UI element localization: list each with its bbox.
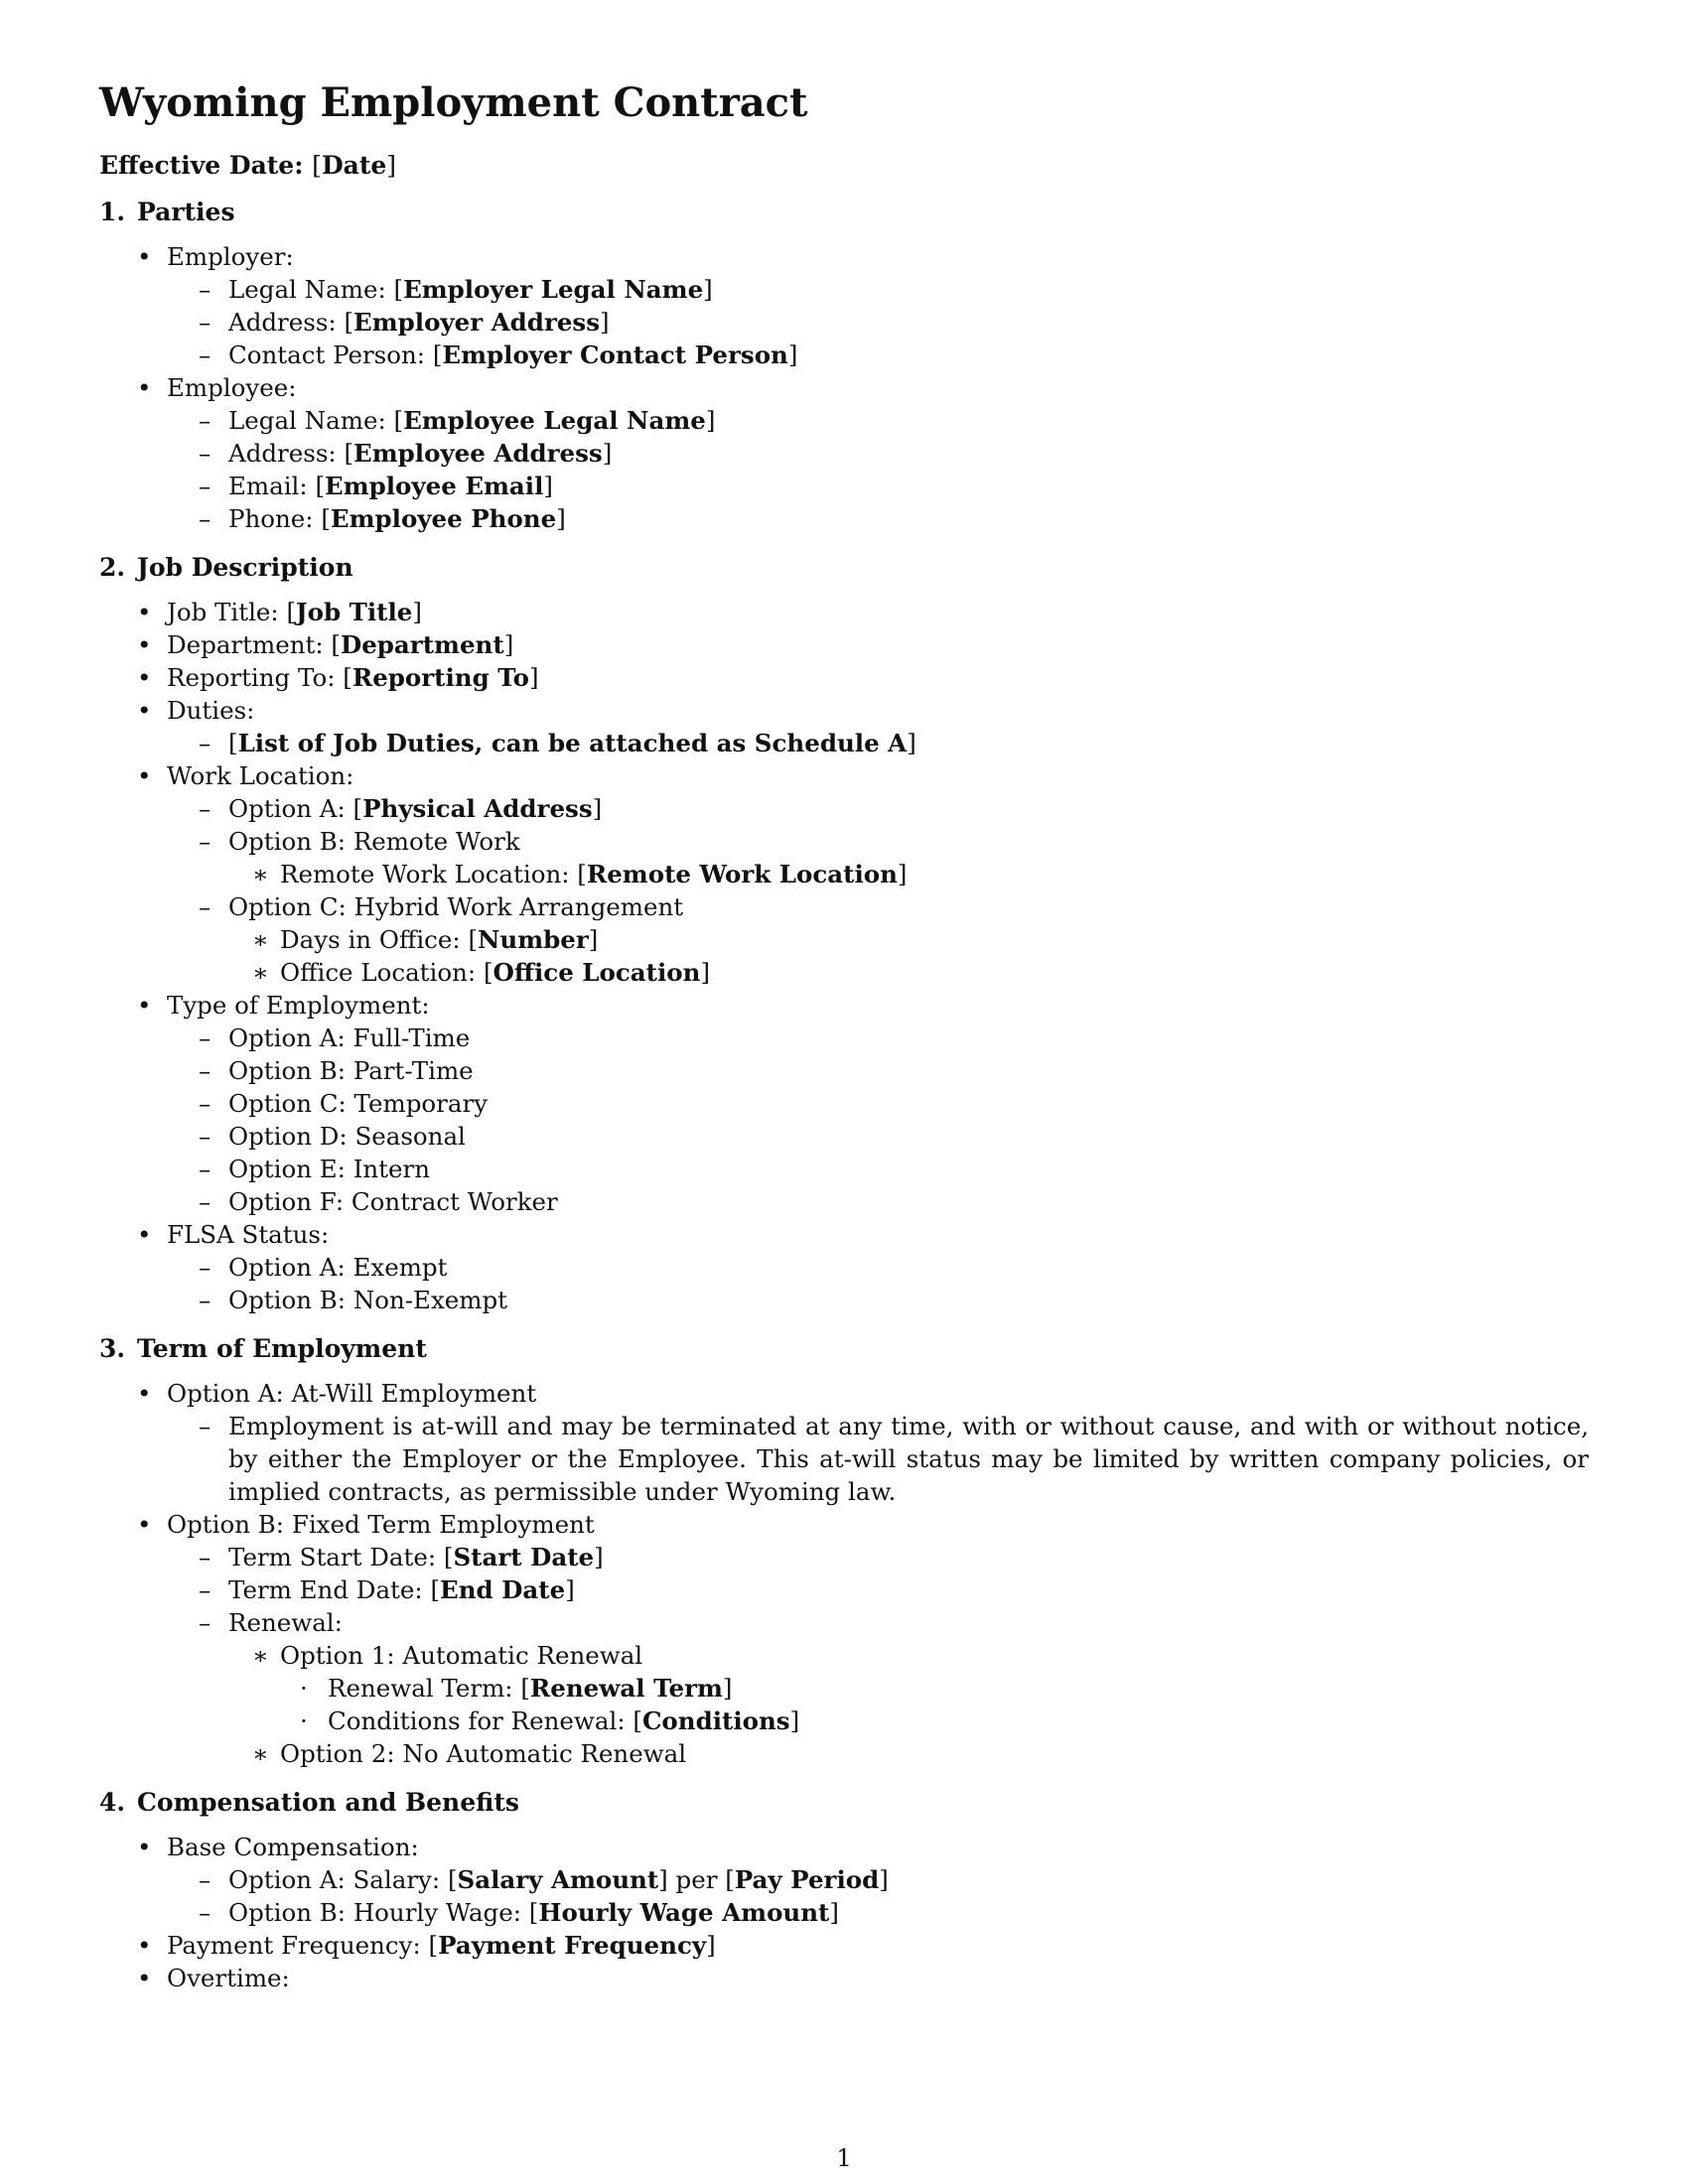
list-item: – Option B: Remote Work [99, 825, 1589, 858]
effective-date: Effective Date: [Date] [99, 151, 397, 180]
parties-list [99, 240, 1589, 535]
document-title: Wyoming Employment Contract [99, 79, 808, 126]
list-item: • Payment Frequency: [Payment Frequency] [99, 1929, 1589, 1962]
list-item: – Address: [Employee Address] [99, 437, 1589, 470]
list-item: – Option A: [Physical Address] [99, 792, 1589, 825]
section-compensation-heading: 4. Compensation and Benefits [99, 1788, 519, 1817]
section-parties-heading: 1. Parties [99, 198, 235, 226]
list-item: • Employee: [99, 371, 1589, 404]
list-item: – Option C: Temporary [99, 1087, 1589, 1120]
list-item: ∗ Option 2: No Automatic Renewal [99, 1737, 1589, 1770]
list-item: – Renewal: [99, 1606, 1589, 1639]
list-item: – Option A: Salary: [Salary Amount] per [Pay Period] [99, 1863, 1589, 1896]
list-item: – Contact Person: [Employer Contact Person] [99, 339, 1589, 371]
list-item: – Option A: Full-Time [99, 1022, 1589, 1054]
list-item: • Job Title: [Job Title] [99, 596, 1589, 628]
list-item: · Conditions for Renewal: [Conditions] [99, 1705, 1589, 1737]
section-job-description-heading: 2. Job Description [99, 553, 353, 582]
effective-date-value: Date [321, 151, 387, 180]
list-item: • Base Compensation: [99, 1831, 1589, 1863]
list-item: • Option B: Fixed Term Employment [99, 1508, 1589, 1541]
list-item: – Option D: Seasonal [99, 1120, 1589, 1153]
list-item: – Legal Name: [Employee Legal Name] [99, 404, 1589, 437]
list-item: • Overtime: [99, 1962, 1589, 1994]
list-item: • FLSA Status: [99, 1218, 1589, 1251]
list-item: • Duties: [99, 694, 1589, 727]
list-item: • Reporting To: [Reporting To] [99, 661, 1589, 694]
list-item: • Type of Employment: [99, 989, 1589, 1022]
effective-date-label: Effective Date: [99, 151, 304, 180]
list-item: – Option A: Exempt [99, 1251, 1589, 1284]
compensation-list [99, 1831, 1589, 1994]
list-item: ∗ Remote Work Location: [Remote Work Location] [99, 858, 1589, 890]
job-description-list [99, 596, 1589, 1316]
list-item: – Address: [Employer Address] [99, 306, 1589, 339]
list-item: – [List of Job Duties, can be attached as Schedule A] [99, 727, 1589, 759]
list-item: • Employer: [99, 240, 1589, 273]
list-item: – Option E: Intern [99, 1153, 1589, 1185]
list-item: – Email: [Employee Email] [99, 470, 1589, 502]
list-item: – Option F: Contract Worker [99, 1185, 1589, 1218]
list-item: ∗ Option 1: Automatic Renewal [99, 1639, 1589, 1672]
list-item: – Term End Date: [End Date] [99, 1573, 1589, 1606]
at-will-paragraph: – Employment is at-will and may be terminated at any time, with or without cause, and with or without notice, by either the Employer or the Employee. This at-will status may be limited by written company policies, or implied contracts, as permissible under Wyoming law. [99, 1410, 1589, 1508]
list-item: · Renewal Term: [Renewal Term] [99, 1672, 1589, 1705]
page-number: 1 [836, 2144, 852, 2172]
list-item: ∗ Days in Office: [Number] [99, 923, 1589, 956]
list-item: – Option B: Part-Time [99, 1054, 1589, 1087]
list-item: – Option B: Non-Exempt [99, 1284, 1589, 1316]
list-item: ∗ Office Location: [Office Location] [99, 956, 1589, 989]
list-item: – Term Start Date: [Start Date] [99, 1541, 1589, 1573]
list-item: – Legal Name: [Employer Legal Name] [99, 273, 1589, 306]
list-item: – Option B: Hourly Wage: [Hourly Wage Amount] [99, 1896, 1589, 1929]
list-item: – Option C: Hybrid Work Arrangement [99, 890, 1589, 923]
list-item: • Department: [Department] [99, 628, 1589, 661]
term-list [99, 1377, 1589, 1770]
section-term-heading: 3. Term of Employment [99, 1334, 427, 1363]
list-item: • Work Location: [99, 759, 1589, 792]
list-item: – Phone: [Employee Phone] [99, 502, 1589, 535]
document-page [99, 81, 1589, 1994]
list-item: • Option A: At-Will Employment [99, 1377, 1589, 1410]
